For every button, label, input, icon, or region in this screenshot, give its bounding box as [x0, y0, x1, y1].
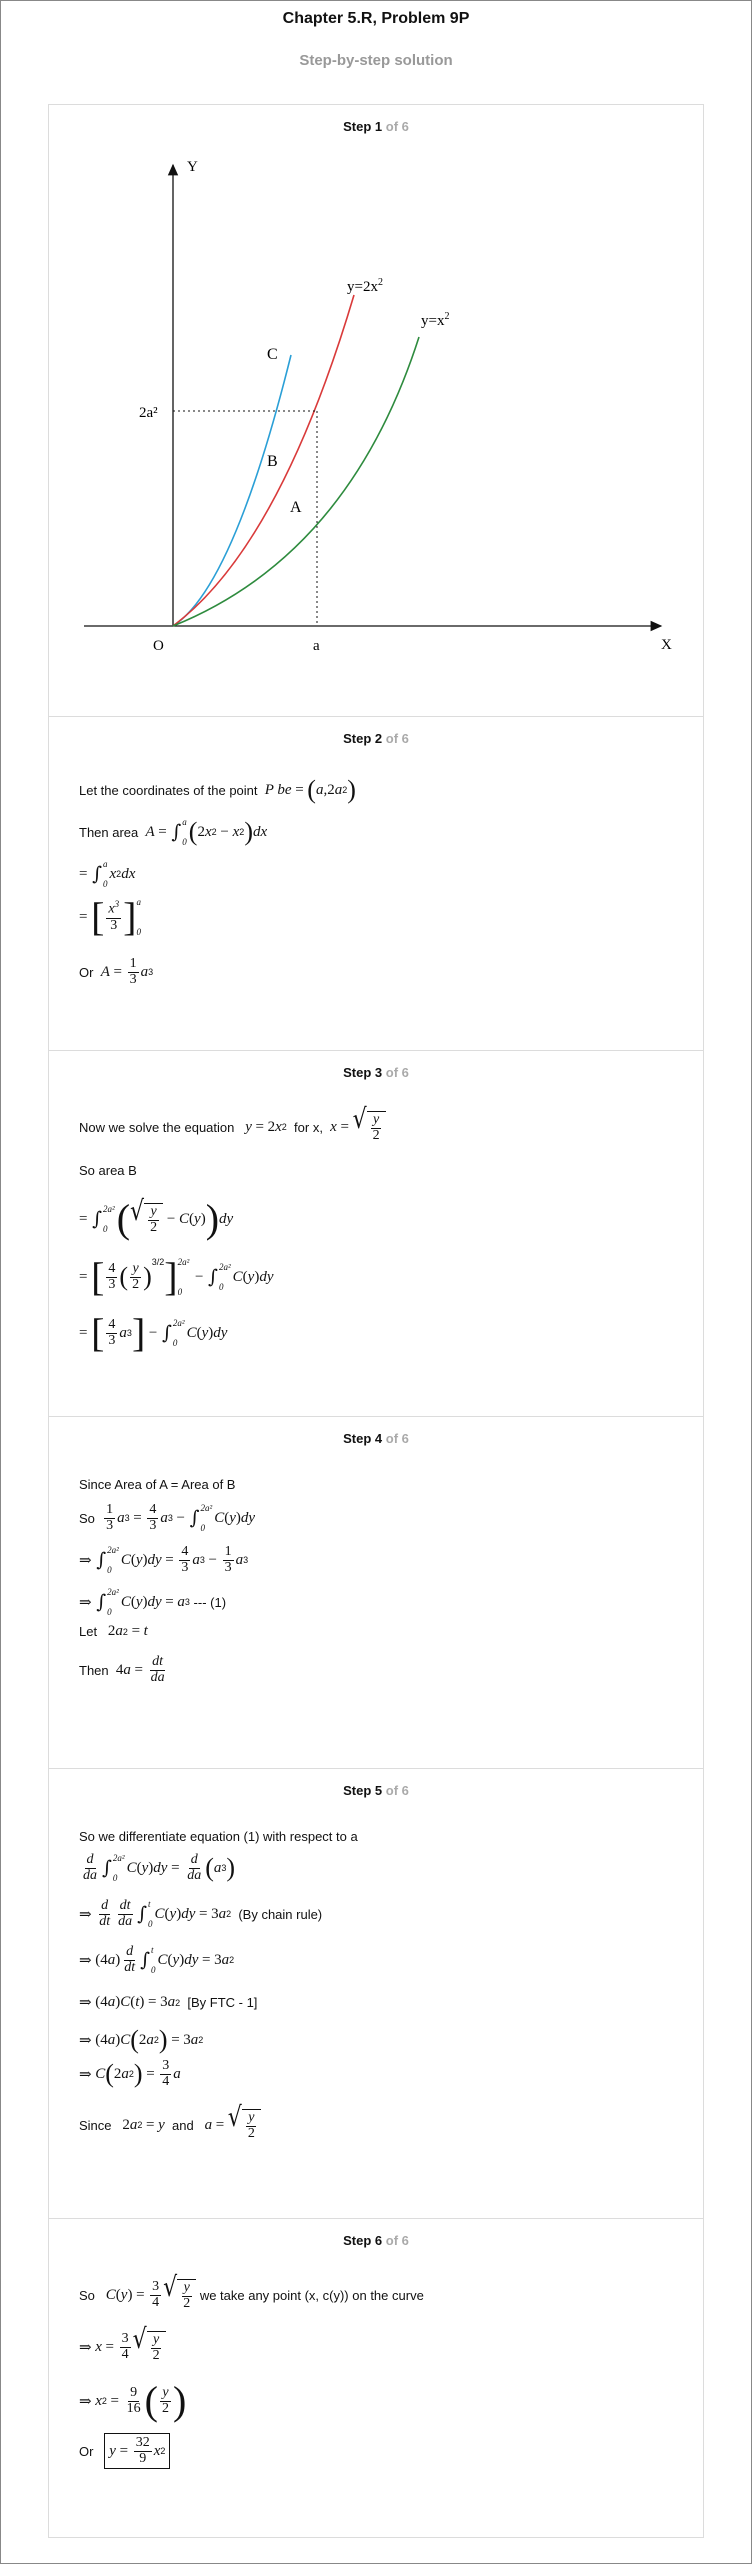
region-b-label: B	[267, 453, 278, 470]
step-5-line-4: ⇒ (4 a ) $\frac{d}{dt}$ ∫ t 0 C ( y ) dy = 3 a 2	[79, 1944, 235, 1976]
step-5-line-5: ⇒ (4 a ) C ( t ) = 3 a 2 [By FTC - 1]	[79, 1994, 258, 2011]
step-6-line-3: ⇒ x 2 = $\frac{9}{16}$ ( $\frac{y}{2}$ )	[79, 2378, 187, 2423]
step-5-line-7: ⇒ C ( 2 a 2 ) = $\frac{3}{4}$ a	[79, 2058, 181, 2089]
step-2-line-2: Then area A = ∫ a 0 ( 2 x 2 − x 2 ) dx	[79, 817, 268, 847]
step-3-line-2: So area B	[79, 1163, 137, 1178]
page-title: Chapter 5.R, Problem 9P	[282, 10, 470, 27]
step-3-line-1: Now we solve the equation y = 2 x 2 for x, x = √ $\frac{y}{2}$	[79, 1111, 386, 1143]
step-5-card	[48, 1768, 704, 2219]
step-2-line-4: = [ $\frac{x^3}{3}$ ] a 0	[79, 894, 141, 939]
y-axis-label: Y	[187, 159, 198, 175]
step-2-line-5: Or A = $\frac{1}{3}$ a 3	[79, 956, 154, 987]
step-4-card	[48, 1416, 704, 1769]
step-3-line-4: = [ $\frac{4}{3}$ ( $\frac{y}{2}$ ) $^{3/2}$ ] 2a² 0 − ∫ 2a² 0 C ( y ) dy	[79, 1254, 274, 1299]
region-c-label: C	[267, 346, 278, 363]
area-figure	[49, 135, 703, 715]
step-5-line-8: Since 2 a 2 = y and a = √ $\frac{y}{2}$	[79, 2109, 261, 2141]
label-y-2x2: $y=2x^2$	[347, 277, 383, 295]
curve-y-2x2	[173, 295, 354, 626]
tick-a-label: a	[313, 638, 320, 654]
step-3-card	[48, 1050, 704, 1417]
tick-2a2-label: 2a²	[139, 405, 158, 421]
step-3-line-3: = ∫ 2a² 0 ( √ $\frac{y}{2}$ − C ( y ) ) dy	[79, 1196, 234, 1241]
step-3-heading: Step 3 of 6	[343, 1065, 409, 1080]
step-5-line-1: So we differentiate equation (1) with respect to a	[79, 1829, 358, 1844]
origin-label: O	[153, 638, 164, 654]
step-6-heading: Step 6 of 6	[343, 2233, 409, 2248]
step-4-line-6: Then 4 a = $\frac{dt}{da}$	[79, 1654, 165, 1685]
step-4-line-3: ⇒ ∫ 2a² 0 C ( y ) dy = $\frac{4}{3}$ a 3 − $\frac{1}{3}$ a 3	[79, 1544, 249, 1576]
step-2-line-1: Let the coordinates of the point P be = ( a ,2 a 2 )	[79, 775, 356, 804]
step-2-line-3: = ∫ a 0 x 2 dx	[79, 859, 136, 889]
x-axis-label: X	[661, 637, 672, 653]
step-4-line-5: Let 2 a 2 = t	[79, 1623, 148, 1639]
step-1-card	[48, 104, 704, 717]
step-6-line-2: ⇒ x = $\frac{3}{4}$ √ $\frac{y}{2}$	[79, 2331, 166, 2363]
step-5-line-2: $\frac{d}{da}$ ∫ 2a² 0 C ( y ) dy = $\frac{d}{da}$ ( a 3 )	[83, 1852, 236, 1884]
step-6-card	[48, 2218, 704, 2538]
step-2-card	[48, 716, 704, 1051]
step-5-heading: Step 5 of 6	[343, 1783, 409, 1798]
page-subtitle: Step-by-step solution	[299, 52, 453, 69]
step-4-line-2: So $\frac{1}{3}$ a 3 = $\frac{4}{3}$ a 3 − ∫ 2a² 0 C ( y ) dy	[79, 1502, 256, 1534]
final-answer-box: y = $\frac{32}{9}$ x 2	[104, 2433, 170, 2469]
step-4-line-4: ⇒ ∫ 2a² 0 C ( y ) dy = a 3 --- (1)	[79, 1587, 227, 1617]
step-5-line-6: ⇒ (4 a ) C ( 2 a 2 ) = 3 a 2	[79, 2025, 204, 2054]
step-6-line-1: So C ( y ) = $\frac{3}{4}$ √ $\frac{y}{2}$ we take any point (x, c(y)) on the curve	[79, 2272, 424, 2311]
step-3-line-5: = [ $\frac{4}{3}$ a 3 ] − ∫ 2a² 0 C ( y ) dy	[79, 1310, 228, 1355]
curve-c	[173, 355, 291, 626]
step-1-heading: Step 1 of 6	[343, 119, 409, 134]
region-a-label: A	[290, 499, 302, 516]
step-6-line-4: Or y = $\frac{32}{9}$ x 2	[79, 2433, 170, 2469]
step-2-heading: Step 2 of 6	[343, 731, 409, 746]
step-4-heading: Step 4 of 6	[343, 1431, 409, 1446]
step-4-line-1: Since Area of A = Area of B	[79, 1477, 236, 1492]
label-y-x2: $y=x^2$	[421, 311, 450, 329]
step-5-line-3: ⇒ $\frac{d}{dt}$ $\frac{dt}{da}$ ∫ t 0 C ( y ) dy = 3 a 2 (By chain rule)	[79, 1898, 323, 1930]
